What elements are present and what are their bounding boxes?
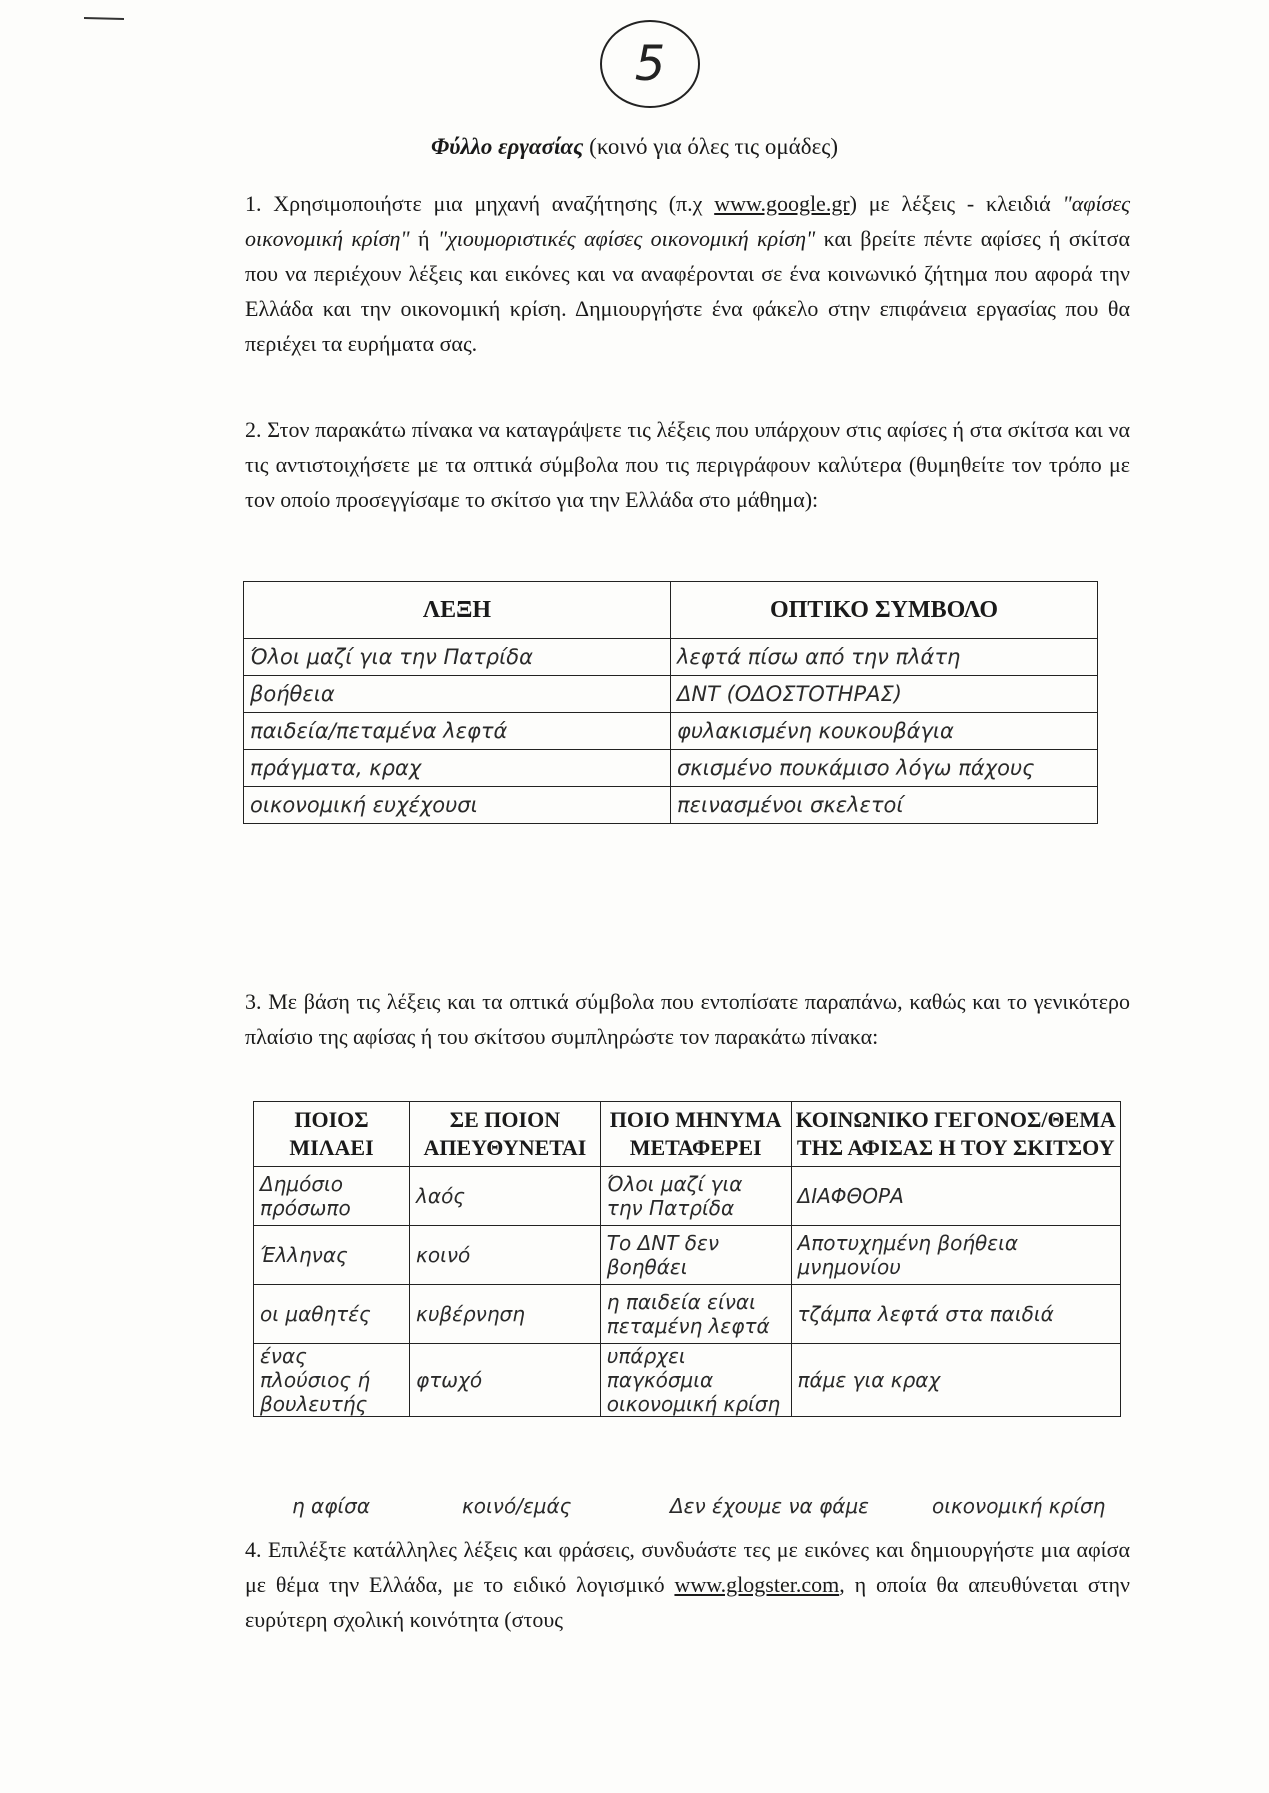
column-header: ΣΕ ΠΟΙΟΝ ΑΠΕΥΘΥΝΕΤΑΙ xyxy=(410,1102,601,1167)
pen-mark xyxy=(84,16,124,20)
table-cell: υπάρχει παγκόσμια οικονομική κρίση xyxy=(600,1344,791,1417)
question-4: 4. Επιλέξτε κατάλληλες λέξεις και φράσεις, συνδυάστε τες με εικόνες και δημιουργήστε μια αφίσα με θέμα την Ελλάδα, με το ειδικό λογισμικό www.glogster.com, η οποία θα απευθύνεται στην ευρύτερη σχολική κοινότητα (στους xyxy=(245,1537,1130,1632)
table-row xyxy=(244,639,1098,676)
question-3: 3. Με βάση τις λέξεις και τα οπτικά σύμβολα που εντοπίσατε παραπάνω, καθώς και το γενικότερο πλαίσιο της αφίσας ή του σκίτσου συμπληρώστε τον παρακάτω πίνακα: xyxy=(245,989,1130,1049)
table-cell: φτωχό xyxy=(410,1344,601,1417)
google-link[interactable]: www.google.gr xyxy=(714,191,850,216)
table-row xyxy=(244,713,1098,750)
handwritten-note: οικονομική κρίση xyxy=(932,1494,1106,1518)
table-cell: κυβέρνηση xyxy=(410,1285,601,1344)
table-header-row xyxy=(244,582,1098,639)
column-header: ΚΟΙΝΩΝΙΚΟ ΓΕΓΟΝΟΣ/ΘΕΜΑ ΤΗΣ ΑΦΙΣΑΣ Η ΤΟΥ ΣΚΙΤΣΟΥ xyxy=(791,1102,1120,1167)
title-bold: Φύλλο εργασίας xyxy=(430,134,584,159)
message-analysis-table xyxy=(253,1101,1121,1417)
table-cell: πεινασμένοι σκελετοί xyxy=(671,787,1098,824)
table-cell: κοινό xyxy=(410,1226,601,1285)
table-cell: φυλακισμένη κουκουβάγια xyxy=(671,713,1098,750)
table-header-row xyxy=(254,1102,1121,1167)
table-row xyxy=(244,676,1098,713)
table-cell: ΔΝΤ (ΟΔΟΣΤΟΤΗΡΑΣ) xyxy=(671,676,1098,713)
table-row xyxy=(244,787,1098,824)
handwritten-note: η αφίσα xyxy=(292,1494,371,1518)
table-cell: Όλοι μαζί για την Πατρίδα xyxy=(244,639,671,676)
table-cell: ένας πλούσιος ή βουλευτής xyxy=(254,1344,410,1417)
table-row xyxy=(254,1344,1121,1417)
handwritten-note: Δεν έχουμε να φάμε xyxy=(670,1494,869,1518)
table-row xyxy=(254,1226,1121,1285)
table-cell: οικονομική ευχέχουσι xyxy=(244,787,671,824)
column-header: ΛΕΞΗ xyxy=(244,582,671,639)
table-cell: η παιδεία είναι πεταμένη λεφτά xyxy=(600,1285,791,1344)
table-row xyxy=(254,1167,1121,1226)
table-row xyxy=(254,1285,1121,1344)
column-header: ΠΟΙΟΣ ΜΙΛΑΕΙ xyxy=(254,1102,410,1167)
table-cell: πράγματα, κραχ xyxy=(244,750,671,787)
handwritten-note: κοινό/εμάς xyxy=(462,1494,572,1518)
table-cell: Δημόσιο πρόσωπο xyxy=(254,1167,410,1226)
table-cell: Όλοι μαζί για την Πατρίδα xyxy=(600,1167,791,1226)
word-symbol-table xyxy=(243,581,1098,824)
table-cell: σκισμένο πουκάμισο λόγω πάχους xyxy=(671,750,1098,787)
table-cell: βοήθεια xyxy=(244,676,671,713)
table-cell: πάμε για κραχ xyxy=(791,1344,1120,1417)
column-header: ΟΠΤΙΚΟ ΣΥΜΒΟΛΟ xyxy=(671,582,1098,639)
page-number-mark: 5 xyxy=(600,20,700,108)
table-row xyxy=(244,750,1098,787)
table-cell: παιδεία/πεταμένα λεφτά xyxy=(244,713,671,750)
handwritten-note-row xyxy=(0,1494,1269,1534)
table-cell: λεφτά πίσω από την πλάτη xyxy=(671,639,1098,676)
table-cell: Το ΔΝΤ δεν βοηθάει xyxy=(600,1226,791,1285)
table-cell: ΔΙΑΦΘΟΡΑ xyxy=(791,1167,1120,1226)
table-cell: λαός xyxy=(410,1167,601,1226)
title-rest: (κοινό για όλες τις ομάδες) xyxy=(583,134,838,159)
glogster-link[interactable]: www.glogster.com xyxy=(674,1572,840,1597)
column-header: ΠΟΙΟ ΜΗΝΥΜΑ ΜΕΤΑΦΕΡΕΙ xyxy=(600,1102,791,1167)
table-cell: οι μαθητές xyxy=(254,1285,410,1344)
question-2: 2. Στον παρακάτω πίνακα να καταγράψετε τις λέξεις που υπάρχουν στις αφίσες ή στα σκίτσα και να τις αντιστοιχήσετε με τα οπτικά σύμβολα που τις περιγράφουν καλύτερα (θυμηθείτε τον τρόπο με τον οποίο προσεγγίσαμε το σκίτσο για την Ελλάδα στο μάθημα): xyxy=(245,417,1130,512)
worksheet-title xyxy=(0,134,1269,160)
table-cell: Αποτυχημένη βοήθεια μνημονίου xyxy=(791,1226,1120,1285)
question-1: 1. Χρησιμοποιήστε μια μηχανή αναζήτησης (π.χ www.google.gr) με λέξεις - κλειδιά "αφίσες οικονομική κρίση" ή "χιουμοριστικές αφίσες οικονομική κρίση" και βρείτε πέντε αφίσες ή σκίτσα που να περιέχουν λέξεις και εικόνες και να αναφέρονται σε ένα κοινωνικό ζήτημα που αφορά την Ελλάδα και την οικονομική κρίση. Δημιουργήστε ένα φάκελο στην επιφάνεια εργασίας που θα περιέχει τα ευρήματα σας. xyxy=(245,191,1130,356)
table-cell: Έλληνας xyxy=(254,1226,410,1285)
table-cell: τζάμπα λεφτά στα παιδιά xyxy=(791,1285,1120,1344)
